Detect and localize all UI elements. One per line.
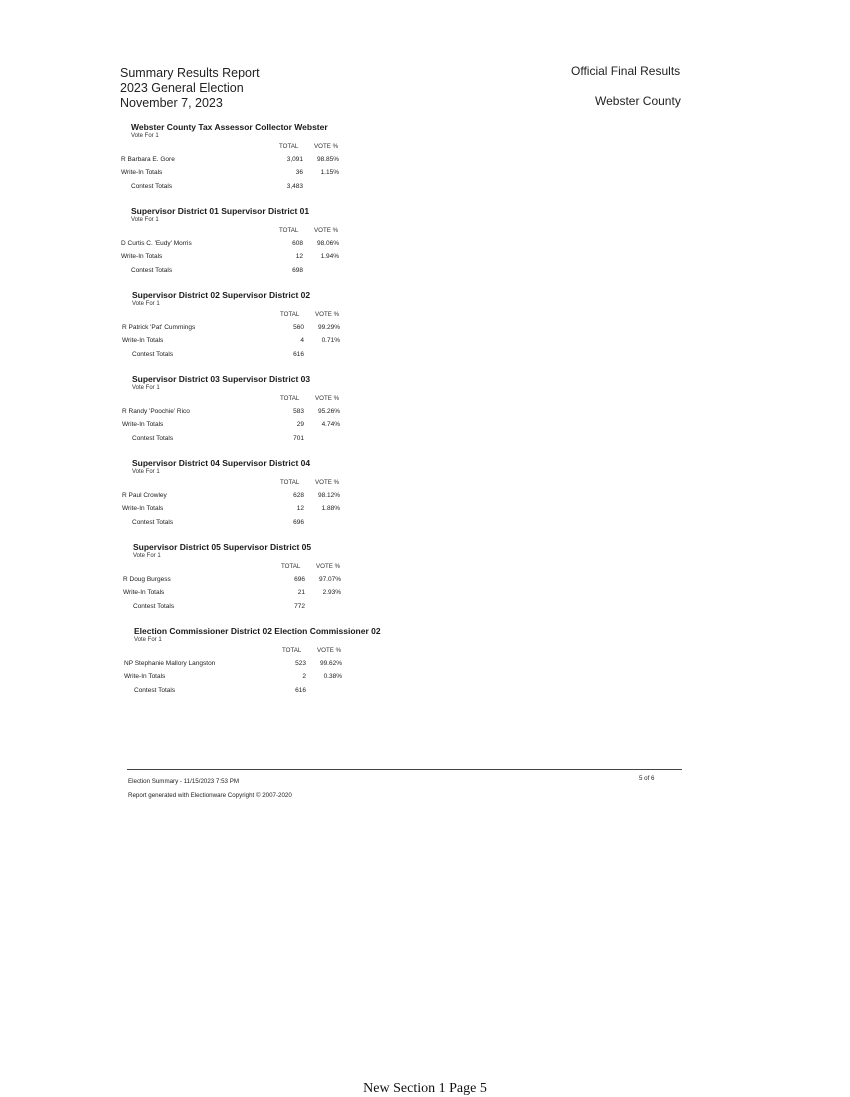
vote-for-label: Vote For 1: [131, 217, 159, 223]
candidate-name: R Patrick 'Pat' Cummings: [122, 324, 196, 331]
candidate-votes: 523: [295, 660, 306, 667]
vote-for-label: Vote For 1: [132, 385, 160, 391]
contest-block: [121, 206, 421, 286]
footer-summary: Election Summary - 11/15/2023 7:53 PM: [128, 778, 239, 785]
writein-pct: 2.93%: [322, 589, 341, 596]
contest-totals-votes: 696: [293, 519, 304, 526]
writein-row: [124, 673, 424, 683]
writein-row: [122, 337, 422, 347]
contest-totals-row: [122, 351, 422, 361]
writein-label: Write-In Totals: [124, 673, 166, 680]
vote-pct-column-header: VOTE %: [314, 227, 339, 234]
vote-pct-column-header: VOTE %: [315, 479, 340, 486]
election-name: 2023 General Election: [120, 81, 244, 95]
contest-block: [124, 626, 444, 706]
contest-totals-label: Contest Totals: [131, 183, 173, 190]
candidate-votes: 628: [293, 492, 304, 499]
contest-totals-row: [122, 435, 422, 445]
writein-pct: 0.38%: [323, 673, 342, 680]
contest-totals-votes: 3,483: [286, 183, 303, 190]
candidate-votes: 583: [293, 408, 304, 415]
section-page-label: New Section 1 Page 5: [363, 1081, 487, 1096]
writein-votes: 12: [296, 505, 304, 512]
vote-pct-column-header: VOTE %: [314, 143, 339, 150]
writein-votes: 21: [297, 589, 305, 596]
writein-votes: 29: [296, 421, 304, 428]
candidate-pct: 95.26%: [317, 408, 340, 415]
total-column-header: TOTAL: [281, 563, 301, 570]
candidate-name: R Paul Crowley: [122, 492, 167, 499]
contest-totals-label: Contest Totals: [133, 603, 175, 610]
contest-block: [123, 542, 423, 622]
candidate-row: [121, 156, 421, 166]
writein-votes: 36: [295, 169, 303, 176]
candidate-pct: 98.85%: [316, 156, 339, 163]
total-column-header: TOTAL: [280, 479, 300, 486]
vote-pct-column-header: VOTE %: [315, 311, 340, 318]
writein-pct: 1.15%: [320, 169, 339, 176]
county-name: Webster County: [595, 94, 681, 108]
report-title: Summary Results Report: [120, 66, 260, 80]
writein-votes: 4: [300, 337, 304, 344]
contest-totals-label: Contest Totals: [134, 687, 176, 694]
total-column-header: TOTAL: [282, 647, 302, 654]
candidate-row: [123, 576, 423, 586]
footer-divider: [127, 769, 682, 770]
candidate-pct: 98.06%: [316, 240, 339, 247]
candidate-row: [121, 240, 421, 250]
writein-pct: 4.74%: [321, 421, 340, 428]
contest-totals-row: [123, 603, 423, 613]
contest-totals-row: [124, 687, 424, 697]
contest-totals-row: [121, 183, 421, 193]
contest-title: Supervisor District 01 Supervisor District 01: [131, 206, 310, 216]
vote-pct-column-header: VOTE %: [315, 395, 340, 402]
contest-title: Supervisor District 02 Supervisor District 02: [132, 290, 311, 300]
vote-for-label: Vote For 1: [133, 553, 161, 559]
writein-row: [121, 169, 421, 179]
candidate-votes: 560: [293, 324, 304, 331]
contest-totals-label: Contest Totals: [131, 267, 173, 274]
writein-label: Write-In Totals: [121, 169, 163, 176]
contest-totals-votes: 701: [293, 435, 304, 442]
total-column-header: TOTAL: [279, 143, 299, 150]
candidate-row: [124, 660, 424, 670]
writein-pct: 1.88%: [321, 505, 340, 512]
vote-pct-column-header: VOTE %: [317, 647, 342, 654]
writein-label: Write-In Totals: [121, 253, 163, 260]
writein-row: [121, 253, 421, 263]
writein-pct: 0.71%: [321, 337, 340, 344]
vote-pct-column-header: VOTE %: [316, 563, 341, 570]
candidate-pct: 97.07%: [318, 576, 341, 583]
report-header: [120, 66, 260, 111]
candidate-pct: 99.62%: [319, 660, 342, 667]
vote-for-label: Vote For 1: [132, 469, 160, 475]
contest-block: [122, 458, 422, 538]
total-column-header: TOTAL: [280, 311, 300, 318]
candidate-row: [122, 408, 422, 418]
contest-block: [122, 374, 422, 454]
writein-label: Write-In Totals: [123, 589, 165, 596]
vote-for-label: Vote For 1: [131, 133, 159, 139]
footer-copyright: Report generated with Electionware Copyright © 2007-2020: [128, 792, 292, 799]
candidate-name: R Doug Burgess: [123, 576, 171, 583]
writein-row: [123, 589, 423, 599]
candidate-votes: 3,091: [286, 156, 303, 163]
election-date: November 7, 2023: [120, 96, 223, 110]
candidate-name: R Barbara E. Gore: [121, 156, 175, 163]
contest-totals-votes: 616: [295, 687, 306, 694]
contest-block: [122, 290, 422, 370]
contest-title: Supervisor District 03 Supervisor District 03: [132, 374, 311, 384]
contest-totals-label: Contest Totals: [132, 519, 174, 526]
page-number: 5 of 6: [639, 775, 655, 782]
writein-pct: 1.94%: [320, 253, 339, 260]
writein-label: Write-In Totals: [122, 421, 164, 428]
contest-totals-label: Contest Totals: [132, 435, 174, 442]
contest-totals-row: [122, 519, 422, 529]
contest-totals-row: [121, 267, 421, 277]
vote-for-label: Vote For 1: [132, 301, 160, 307]
candidate-name: D Curtis C. 'Eudy' Morris: [121, 240, 192, 247]
candidate-votes: 608: [292, 240, 303, 247]
writein-votes: 2: [302, 673, 306, 680]
contest-totals-votes: 698: [292, 267, 303, 274]
candidate-votes: 696: [294, 576, 305, 583]
contest-title: Webster County Tax Assessor Collector Webster: [131, 122, 328, 132]
writein-label: Write-In Totals: [122, 505, 164, 512]
contest-block: [121, 122, 421, 202]
contest-title: Election Commissioner District 02 Election Commissioner 02: [134, 626, 381, 636]
candidate-name: NP Stephanie Mallory Langston: [124, 660, 216, 667]
contest-totals-votes: 616: [293, 351, 304, 358]
contest-totals-votes: 772: [294, 603, 305, 610]
candidate-pct: 98.12%: [317, 492, 340, 499]
writein-label: Write-In Totals: [122, 337, 164, 344]
candidate-pct: 99.29%: [317, 324, 340, 331]
results-status: Official Final Results: [571, 64, 681, 78]
candidate-row: [122, 492, 422, 502]
total-column-header: TOTAL: [279, 227, 299, 234]
contest-title: Supervisor District 05 Supervisor District 05: [133, 542, 312, 552]
candidate-row: [122, 324, 422, 334]
writein-row: [122, 505, 422, 515]
candidate-name: R Randy 'Poochie' Rico: [122, 408, 190, 415]
contest-totals-label: Contest Totals: [132, 351, 174, 358]
contest-title: Supervisor District 04 Supervisor District 04: [132, 458, 311, 468]
vote-for-label: Vote For 1: [134, 637, 162, 643]
total-column-header: TOTAL: [280, 395, 300, 402]
writein-row: [122, 421, 422, 431]
writein-votes: 12: [295, 253, 303, 260]
